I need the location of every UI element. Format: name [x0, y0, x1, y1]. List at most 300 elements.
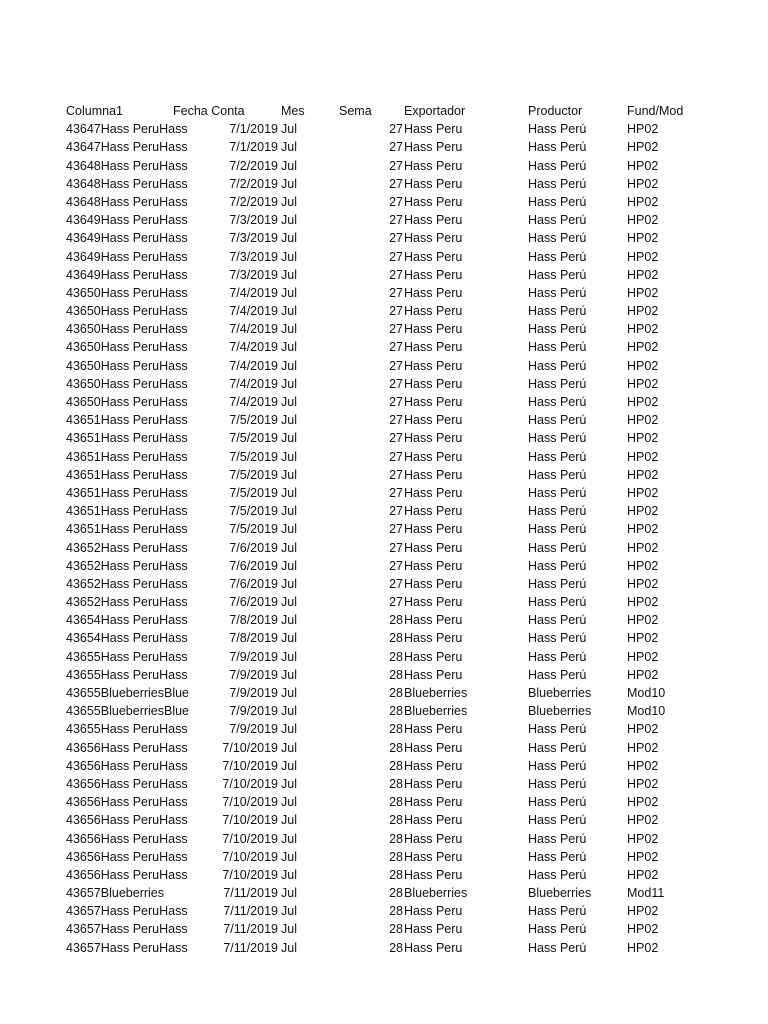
cell-name: Hass PeruHass — [100, 413, 188, 428]
table-row — [0, 193, 768, 211]
cell-columna1 — [66, 757, 188, 775]
cell-name: Hass PeruHass — [100, 740, 188, 755]
table-row — [0, 866, 768, 884]
cell-productor: Hass Perú — [528, 522, 587, 537]
cell-mes: Jul — [281, 431, 297, 446]
cell-fecha-conta: 7/2/2019 — [229, 194, 278, 209]
cell-semana: 27 — [389, 122, 403, 137]
cell-name: Hass PeruHass — [100, 867, 188, 882]
cell-name: Blueberries — [100, 886, 164, 901]
cell-productor: Hass Perú — [528, 140, 587, 155]
cell-id: 43655 — [66, 704, 101, 719]
cell-name: Hass PeruHass — [100, 631, 188, 646]
cell-name: Hass PeruHass — [100, 358, 188, 373]
table-row — [0, 939, 768, 957]
cell-columna1 — [66, 775, 188, 793]
cell-exportador: Hass Peru — [404, 613, 463, 628]
cell-mes: Jul — [281, 813, 297, 828]
cell-productor: Hass Perú — [528, 431, 587, 446]
cell-productor: Hass Perú — [528, 740, 587, 755]
cell-semana: 27 — [389, 540, 403, 555]
cell-fund-mod: HP02 — [627, 649, 659, 664]
cell-semana: 27 — [389, 395, 403, 409]
table-row — [0, 211, 768, 229]
cell-columna1 — [66, 138, 188, 156]
cell-productor: Hass Perú — [528, 576, 587, 591]
cell-name: Hass PeruHass — [100, 304, 188, 319]
cell-fund-mod: HP02 — [627, 304, 659, 319]
cell-columna1 — [66, 411, 188, 429]
cell-mes: Jul — [281, 922, 297, 937]
cell-productor: Hass Perú — [528, 395, 587, 409]
cell-columna1 — [66, 611, 188, 629]
cell-columna1 — [66, 593, 188, 611]
cell-mes: Jul — [281, 467, 297, 482]
table-row — [0, 175, 768, 193]
cell-fecha-conta: 7/3/2019 — [229, 213, 278, 228]
cell-fecha-conta: 7/10/2019 — [222, 758, 278, 773]
cell-id: 43649 — [66, 249, 101, 264]
cell-exportador: Hass Peru — [404, 940, 463, 955]
cell-id: 43652 — [66, 540, 101, 555]
cell-exportador: Hass Peru — [404, 504, 463, 519]
cell-mes: Jul — [281, 340, 297, 355]
cell-columna1 — [66, 520, 188, 538]
cell-exportador: Hass Peru — [404, 249, 463, 264]
table-row — [0, 611, 768, 629]
cell-semana: 27 — [389, 176, 403, 191]
cell-columna1 — [66, 557, 188, 575]
header-sema: Sema — [339, 104, 372, 118]
cell-productor: Hass Perú — [528, 285, 587, 300]
table-row — [0, 357, 768, 375]
cell-fund-mod: HP02 — [627, 376, 659, 391]
cell-productor: Hass Perú — [528, 358, 587, 373]
cell-productor: Hass Perú — [528, 485, 587, 500]
cell-name: Hass PeruHass — [100, 176, 188, 191]
cell-mes: Jul — [281, 595, 297, 610]
cell-exportador: Hass Peru — [404, 140, 463, 155]
cell-productor: Hass Perú — [528, 831, 587, 846]
cell-fecha-conta: 7/11/2019 — [223, 922, 278, 937]
cell-fecha-conta: 7/10/2019 — [222, 849, 278, 864]
cell-mes: Jul — [281, 631, 297, 646]
cell-productor: Hass Perú — [528, 558, 587, 573]
cell-fund-mod: HP02 — [627, 285, 659, 300]
cell-name: Hass PeruHass — [100, 140, 188, 155]
cell-mes: Jul — [281, 504, 297, 519]
cell-semana: 27 — [389, 340, 403, 355]
cell-productor: Hass Perú — [528, 449, 587, 464]
cell-mes: Jul — [281, 376, 297, 391]
cell-fecha-conta: 7/10/2019 — [222, 776, 278, 791]
header-fund-mod: Fund/Mod — [627, 104, 684, 118]
cell-columna1 — [66, 229, 188, 247]
cell-name: Hass PeruHass — [100, 613, 188, 628]
cell-productor: Hass Perú — [528, 194, 587, 209]
cell-columna1 — [66, 466, 188, 484]
cell-semana: 28 — [389, 922, 403, 937]
cell-fund-mod: Mod11 — [627, 886, 665, 901]
cell-mes: Jul — [281, 740, 297, 755]
cell-mes: Jul — [281, 122, 297, 137]
cell-columna1 — [66, 248, 188, 266]
cell-fund-mod: Mod10 — [627, 704, 666, 719]
cell-fund-mod: HP02 — [627, 940, 659, 955]
cell-semana: 27 — [389, 285, 403, 300]
cell-exportador: Hass Peru — [404, 522, 463, 537]
cell-columna1 — [66, 575, 188, 593]
cell-mes: Jul — [281, 213, 297, 228]
cell-productor: Hass Perú — [528, 231, 587, 246]
cell-mes: Jul — [281, 176, 297, 191]
cell-fecha-conta: 7/5/2019 — [229, 413, 278, 428]
cell-fund-mod: HP02 — [627, 522, 659, 537]
cell-fecha-conta: 7/10/2019 — [222, 867, 278, 882]
table-row — [0, 811, 768, 829]
table-row — [0, 393, 768, 411]
cell-fecha-conta: 7/5/2019 — [229, 485, 278, 500]
cell-fund-mod: Mod10 — [627, 686, 666, 700]
cell-semana: 28 — [389, 831, 403, 846]
cell-id: 43654 — [66, 613, 101, 628]
cell-productor: Hass Perú — [528, 631, 587, 646]
cell-mes: Jul — [281, 613, 297, 628]
cell-fund-mod: HP02 — [627, 122, 659, 137]
cell-semana: 28 — [389, 758, 403, 773]
cell-fecha-conta: 7/2/2019 — [229, 158, 278, 173]
cell-fund-mod: HP02 — [627, 558, 659, 573]
cell-fund-mod: HP02 — [627, 758, 659, 773]
cell-name: Hass PeruHass — [100, 249, 188, 264]
table-row — [0, 629, 768, 647]
cell-exportador: Hass Peru — [404, 595, 463, 610]
table-row — [0, 448, 768, 466]
cell-fund-mod: HP02 — [627, 613, 659, 628]
cell-id: 43651 — [66, 449, 101, 464]
cell-exportador: Hass Peru — [404, 322, 463, 337]
cell-id: 43655 — [66, 649, 101, 664]
cell-mes: Jul — [281, 558, 297, 573]
cell-id: 43655 — [66, 667, 101, 682]
cell-fecha-conta: 7/10/2019 — [222, 795, 278, 810]
cell-columna1 — [66, 302, 188, 320]
cell-name: Hass PeruHass — [100, 431, 188, 446]
cell-fund-mod: HP02 — [627, 485, 659, 500]
table-row — [0, 248, 768, 266]
cell-id: 43651 — [66, 431, 101, 446]
cell-columna1 — [66, 866, 188, 884]
cell-productor: Blueberries — [528, 886, 592, 901]
cell-id: 43656 — [66, 740, 101, 755]
cell-name: Hass PeruHass — [100, 194, 188, 209]
cell-name: Hass PeruHass — [100, 449, 188, 464]
cell-fecha-conta: 7/6/2019 — [229, 576, 278, 591]
table-row — [0, 848, 768, 866]
cell-id: 43648 — [66, 194, 101, 209]
cell-productor: Blueberries — [528, 686, 592, 700]
cell-semana: 27 — [389, 449, 403, 464]
cell-fund-mod: HP02 — [627, 467, 659, 482]
cell-fecha-conta: 7/5/2019 — [229, 449, 278, 464]
cell-semana: 28 — [389, 686, 403, 700]
table-row — [0, 520, 768, 538]
cell-exportador: Hass Peru — [404, 285, 463, 300]
cell-fecha-conta: 7/11/2019 — [223, 886, 278, 901]
cell-columna1 — [66, 830, 188, 848]
cell-id: 43650 — [66, 395, 101, 409]
cell-fecha-conta: 7/4/2019 — [229, 376, 278, 391]
cell-exportador: Hass Peru — [404, 849, 463, 864]
cell-id: 43650 — [66, 358, 101, 373]
cell-name: Hass PeruHass — [100, 722, 188, 737]
cell-fecha-conta: 7/8/2019 — [229, 613, 278, 628]
table-row — [0, 593, 768, 611]
cell-exportador: Hass Peru — [404, 631, 463, 646]
cell-productor: Hass Perú — [528, 849, 587, 864]
cell-columna1 — [66, 157, 188, 175]
cell-columna1 — [66, 211, 188, 229]
cell-mes: Jul — [281, 904, 297, 919]
cell-fecha-conta: 7/4/2019 — [229, 322, 278, 337]
cell-mes: Jul — [281, 322, 297, 337]
cell-productor: Blueberries — [528, 704, 592, 719]
cell-exportador: Hass Peru — [404, 740, 463, 755]
cell-fecha-conta: 7/1/2019 — [229, 122, 278, 137]
cell-exportador: Blueberries — [404, 686, 468, 700]
cell-id: 43647 — [66, 140, 101, 155]
cell-id: 43649 — [66, 231, 101, 246]
cell-mes: Jul — [281, 776, 297, 791]
cell-fecha-conta: 7/4/2019 — [229, 285, 278, 300]
cell-fecha-conta: 7/11/2019 — [223, 940, 278, 955]
cell-exportador: Hass Peru — [404, 467, 463, 482]
cell-mes: Jul — [281, 758, 297, 773]
table-row — [0, 775, 768, 793]
cell-columna1 — [66, 266, 188, 284]
cell-columna1 — [66, 484, 188, 502]
cell-mes: Jul — [281, 795, 297, 810]
cell-fecha-conta: 7/9/2019 — [229, 686, 278, 700]
cell-name: Hass PeruHass — [100, 340, 188, 355]
spreadsheet — [0, 102, 768, 957]
cell-exportador: Hass Peru — [404, 722, 463, 737]
cell-id: 43649 — [66, 267, 101, 282]
cell-exportador: Hass Peru — [404, 431, 463, 446]
cell-semana: 27 — [389, 231, 403, 246]
cell-name: Hass PeruHass — [100, 795, 188, 810]
cell-id: 43650 — [66, 322, 101, 337]
cell-name: Hass PeruHass — [100, 485, 188, 500]
cell-productor: Hass Perú — [528, 722, 587, 737]
cell-exportador: Hass Peru — [404, 304, 463, 319]
cell-semana: 27 — [389, 267, 403, 282]
cell-mes: Jul — [281, 358, 297, 373]
cell-fecha-conta: 7/6/2019 — [229, 558, 278, 573]
cell-id: 43656 — [66, 758, 101, 773]
cell-mes: Jul — [281, 140, 297, 155]
cell-productor: Hass Perú — [528, 758, 587, 773]
cell-fecha-conta: 7/10/2019 — [222, 831, 278, 846]
cell-fund-mod: HP02 — [627, 504, 659, 519]
cell-fund-mod: HP02 — [627, 340, 659, 355]
cell-semana: 27 — [389, 558, 403, 573]
cell-exportador: Hass Peru — [404, 922, 463, 937]
table-row — [0, 757, 768, 775]
cell-productor: Hass Perú — [528, 249, 587, 264]
cell-exportador: Hass Peru — [404, 667, 463, 682]
cell-fund-mod: HP02 — [627, 922, 659, 937]
table-row — [0, 266, 768, 284]
table-row — [0, 466, 768, 484]
cell-fecha-conta: 7/5/2019 — [229, 504, 278, 519]
table-row — [0, 120, 768, 138]
cell-columna1 — [66, 393, 188, 411]
cell-name: Hass PeruHass — [100, 522, 188, 537]
cell-mes: Jul — [281, 304, 297, 319]
cell-id: 43651 — [66, 413, 101, 428]
cell-name: Hass PeruHass — [100, 504, 188, 519]
cell-id: 43650 — [66, 285, 101, 300]
cell-name: Hass PeruHass — [100, 558, 188, 573]
cell-mes: Jul — [281, 413, 297, 428]
cell-exportador: Hass Peru — [404, 176, 463, 191]
table-row — [0, 575, 768, 593]
header-mes: Mes — [281, 104, 305, 118]
cell-fund-mod: HP02 — [627, 158, 659, 173]
cell-name: BlueberriesBlue — [100, 704, 190, 719]
table-row — [0, 539, 768, 557]
cell-columna1 — [66, 338, 188, 356]
cell-id: 43652 — [66, 595, 101, 610]
cell-columna1 — [66, 357, 188, 375]
table-row — [0, 739, 768, 757]
cell-name: Hass PeruHass — [100, 922, 188, 937]
cell-mes: Jul — [281, 867, 297, 882]
table-row — [0, 720, 768, 738]
cell-exportador: Hass Peru — [404, 231, 463, 246]
cell-semana: 28 — [389, 904, 403, 919]
cell-fund-mod: HP02 — [627, 395, 659, 409]
cell-semana: 27 — [389, 595, 403, 610]
cell-semana: 28 — [389, 631, 403, 646]
cell-productor: Hass Perú — [528, 922, 587, 937]
cell-productor: Hass Perú — [528, 776, 587, 791]
cell-fund-mod: HP02 — [627, 722, 659, 737]
cell-name: Hass PeruHass — [100, 267, 188, 282]
header-row — [0, 102, 768, 120]
cell-mes: Jul — [281, 249, 297, 264]
cell-fecha-conta: 7/1/2019 — [229, 140, 278, 155]
cell-fecha-conta: 7/4/2019 — [229, 358, 278, 373]
cell-id: 43652 — [66, 576, 101, 591]
cell-productor: Hass Perú — [528, 304, 587, 319]
cell-semana: 27 — [389, 194, 403, 209]
cell-columna1 — [66, 902, 188, 920]
cell-columna1 — [66, 739, 188, 757]
cell-exportador: Hass Peru — [404, 576, 463, 591]
cell-exportador: Hass Peru — [404, 449, 463, 464]
cell-productor: Hass Perú — [528, 340, 587, 355]
cell-columna1 — [66, 539, 188, 557]
cell-exportador: Hass Peru — [404, 376, 463, 391]
cell-id: 43651 — [66, 522, 101, 537]
cell-fund-mod: HP02 — [627, 249, 659, 264]
table-row — [0, 484, 768, 502]
cell-columna1 — [66, 320, 188, 338]
cell-fecha-conta: 7/10/2019 — [222, 813, 278, 828]
cell-mes: Jul — [281, 831, 297, 846]
cell-name: Hass PeruHass — [100, 776, 188, 791]
cell-name: Hass PeruHass — [100, 813, 188, 828]
cell-fecha-conta: 7/6/2019 — [229, 540, 278, 555]
cell-id: 43649 — [66, 213, 101, 228]
cell-fecha-conta: 7/10/2019 — [222, 740, 278, 755]
cell-id: 43651 — [66, 467, 101, 482]
cell-fund-mod: HP02 — [627, 795, 659, 810]
cell-exportador: Hass Peru — [404, 813, 463, 828]
cell-semana: 27 — [389, 140, 403, 155]
cell-productor: Hass Perú — [528, 540, 587, 555]
cell-fecha-conta: 7/4/2019 — [229, 395, 278, 409]
cell-semana: 27 — [389, 504, 403, 519]
cell-id: 43650 — [66, 376, 101, 391]
cell-fund-mod: HP02 — [627, 449, 659, 464]
cell-name: Hass PeruHass — [100, 576, 188, 591]
table-row — [0, 375, 768, 393]
cell-mes: Jul — [281, 849, 297, 864]
cell-fund-mod: HP02 — [627, 631, 659, 646]
cell-fund-mod: HP02 — [627, 413, 659, 428]
cell-fecha-conta: 7/9/2019 — [229, 704, 278, 719]
cell-semana: 27 — [389, 376, 403, 391]
cell-name: Hass PeruHass — [100, 158, 188, 173]
cell-id: 43648 — [66, 176, 101, 191]
cell-exportador: Hass Peru — [404, 649, 463, 664]
cell-productor: Hass Perú — [528, 376, 587, 391]
cell-fecha-conta: 7/8/2019 — [229, 631, 278, 646]
cell-exportador: Hass Peru — [404, 485, 463, 500]
cell-semana: 27 — [389, 213, 403, 228]
cell-columna1 — [66, 939, 188, 957]
cell-fund-mod: HP02 — [627, 667, 659, 682]
cell-name: Hass PeruHass — [100, 595, 188, 610]
cell-id: 43650 — [66, 304, 101, 319]
table-row — [0, 338, 768, 356]
cell-id: 43655 — [66, 722, 101, 737]
table-row — [0, 411, 768, 429]
table-row — [0, 229, 768, 247]
cell-semana: 27 — [389, 358, 403, 373]
cell-columna1 — [66, 920, 188, 938]
cell-name: Hass PeruHass — [100, 213, 188, 228]
table-row — [0, 830, 768, 848]
cell-mes: Jul — [281, 667, 297, 682]
cell-productor: Hass Perú — [528, 613, 587, 628]
cell-fecha-conta: 7/3/2019 — [229, 231, 278, 246]
cell-semana: 28 — [389, 886, 403, 901]
cell-fund-mod: HP02 — [627, 740, 659, 755]
cell-columna1 — [66, 375, 188, 393]
cell-name: Hass PeruHass — [100, 122, 188, 137]
cell-fund-mod: HP02 — [627, 867, 659, 882]
cell-fecha-conta: 7/5/2019 — [229, 467, 278, 482]
cell-id: 43654 — [66, 631, 101, 646]
header-exportador: Exportador — [404, 104, 466, 118]
cell-semana: 27 — [389, 322, 403, 337]
cell-id: 43656 — [66, 849, 101, 864]
cell-columna1 — [66, 848, 188, 866]
